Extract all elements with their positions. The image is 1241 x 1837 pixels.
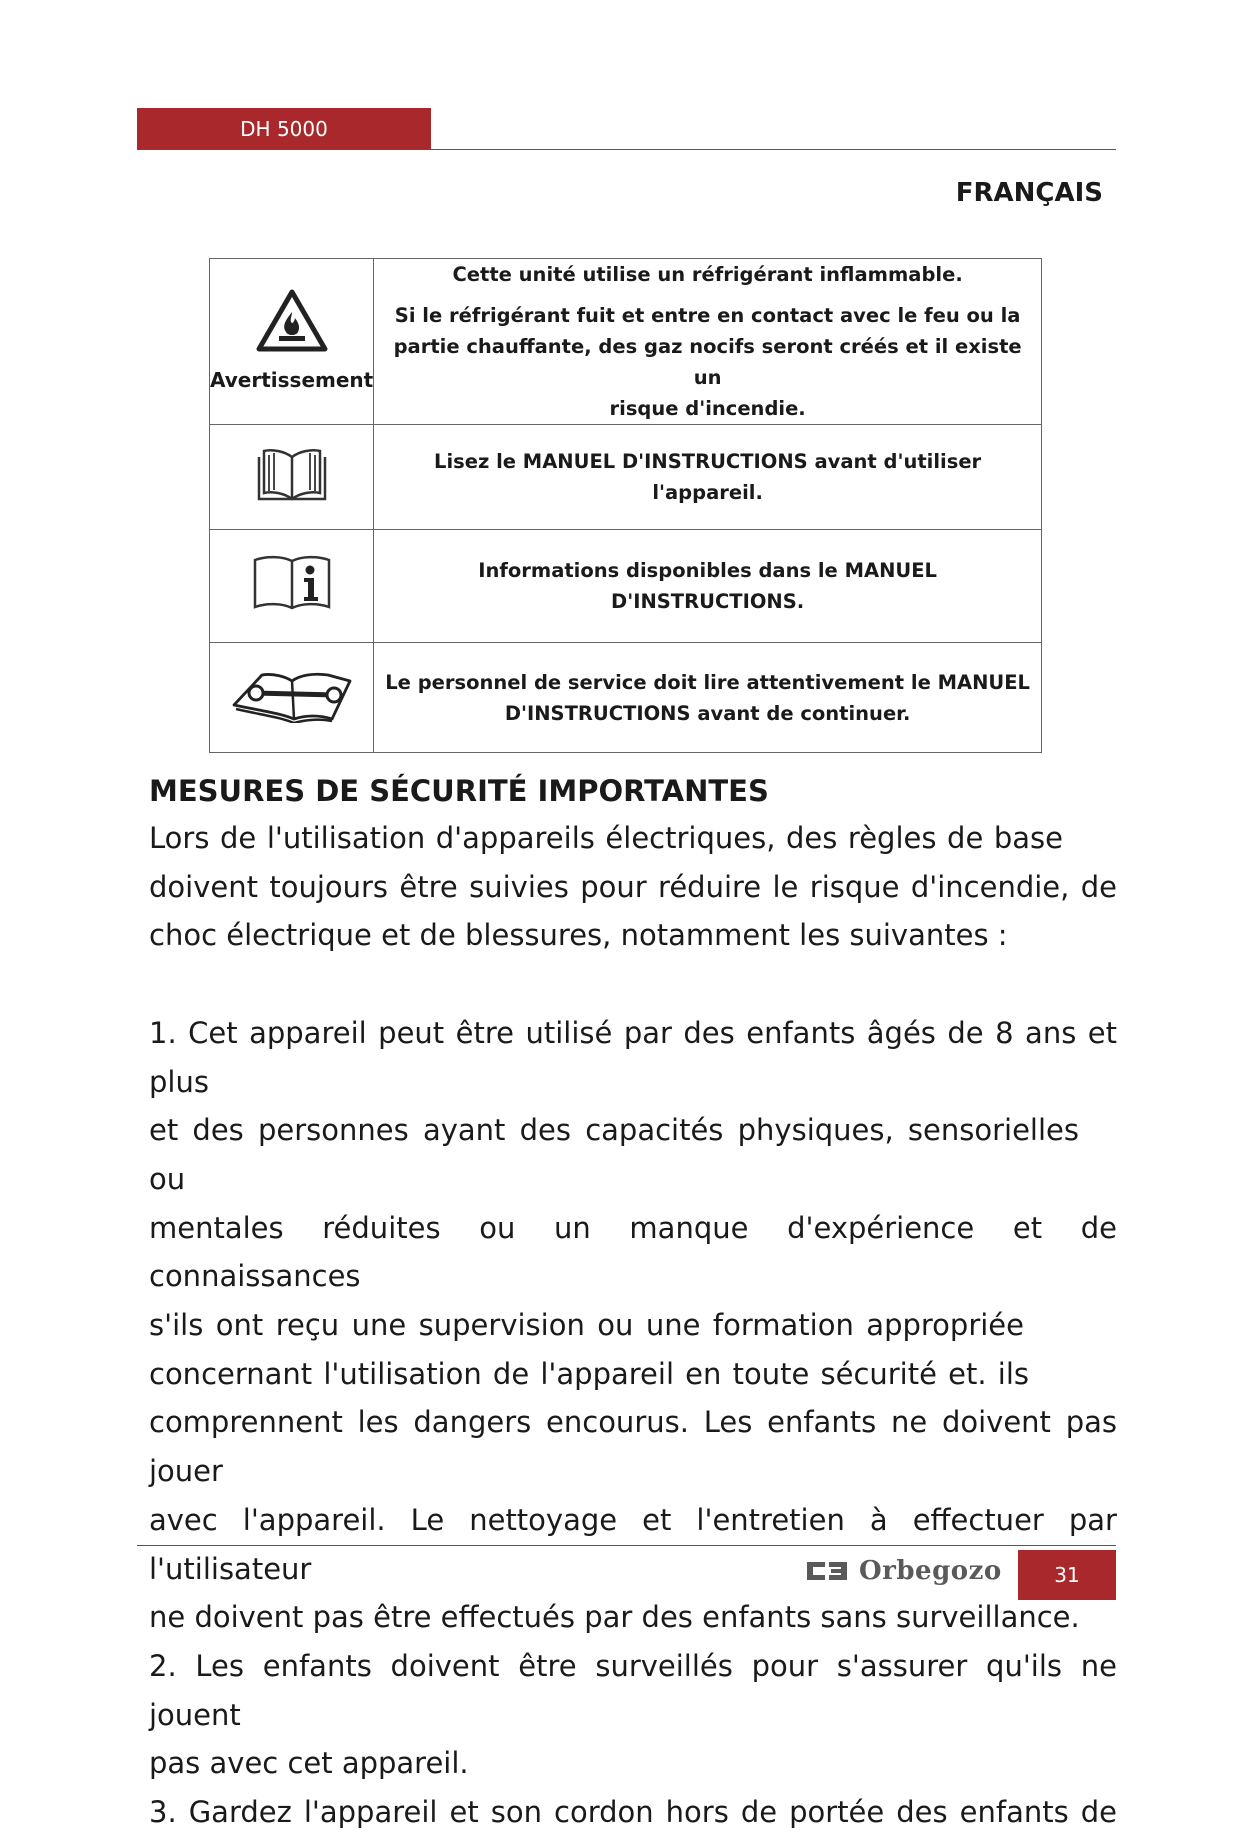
brand-mark-icon xyxy=(805,1559,849,1583)
table-row xyxy=(210,425,1042,530)
symbol-text xyxy=(374,530,1042,643)
page-number: 31 xyxy=(1018,1550,1116,1600)
safety-section xyxy=(149,768,1117,1837)
symbol-cell xyxy=(210,643,374,753)
safety-items xyxy=(149,1009,1117,1837)
text-line: avec l'appareil. Le nettoyage et l'entretien à effectuer par l'utilisateur xyxy=(149,1502,1117,1586)
table-row xyxy=(210,259,1042,425)
spacer xyxy=(149,960,1117,1009)
text-line: doivent toujours être suivies pour réduire le risque d'incendie, de xyxy=(149,869,1117,904)
footer-divider xyxy=(137,1545,1116,1546)
text-line: Le personnel de service doit lire attentivement le MANUEL xyxy=(385,670,1030,694)
text-line: risque d'incendie. xyxy=(609,397,806,420)
text-line: mentales réduites ou un manque d'expérience et de connaissances xyxy=(149,1210,1117,1294)
text-line: Cette unité utilise un réfrigérant inflammable. xyxy=(452,263,963,286)
text-line: comprennent les dangers encourus. Les enfants ne doivent pas jouer xyxy=(149,1405,1117,1489)
symbol-text xyxy=(374,643,1042,753)
text-line: s'ils ont reçu une supervision ou une formation appropriée xyxy=(149,1308,1024,1343)
language-label: FRANÇAIS xyxy=(955,178,1103,208)
text-line: ne doivent pas être effectués par des enfants sans surveillance. xyxy=(149,1600,1080,1635)
service-manual-icon xyxy=(228,663,356,723)
symbol-text xyxy=(374,425,1042,530)
symbol-cell xyxy=(210,259,374,425)
text-line: 3. Gardez l'appareil et son cordon hors de portée des enfants de xyxy=(149,1795,1117,1830)
text-line: pas avec cet appareil. xyxy=(149,1746,469,1781)
read-manual-icon xyxy=(256,443,328,503)
text-line: partie chauffante, des gaz nocifs seront créés et il existe un xyxy=(393,335,1022,389)
text-line: Si le réfrigérant fuit et entre en contact avec le feu ou la xyxy=(394,304,1021,327)
symbols-table xyxy=(209,258,1042,753)
text-line: concernant l'utilisation de l'appareil en toute sécurité et. ils xyxy=(149,1356,1029,1391)
model-tab: DH 5000 xyxy=(137,108,431,150)
flammable-warning-icon xyxy=(255,288,329,354)
text-line: 1. Cet appareil peut être utilisé par des enfants âgés de 8 ans et plus xyxy=(149,1015,1117,1099)
header-divider xyxy=(137,149,1116,150)
text-line: 2. Les enfants doivent être surveillés pour s'assurer qu'ils ne jouent xyxy=(149,1648,1117,1732)
text-line: Lors de l'utilisation d'appareils électriques, des règles de base xyxy=(149,821,1063,855)
brand-name: Orbegozo xyxy=(859,1556,1002,1586)
warning-label: Avertissement xyxy=(210,367,374,392)
text-line: Informations disponibles dans le MANUEL D'INSTRUCTIONS. xyxy=(478,559,937,613)
text-line: et des personnes ayant des capacités physiques, sensorielles ou xyxy=(149,1113,1079,1196)
manual-info-icon xyxy=(252,553,332,611)
text-line: D'INSTRUCTIONS avant de continuer. xyxy=(504,701,911,725)
brand-logo xyxy=(805,1556,1002,1586)
symbol-cell xyxy=(210,530,374,643)
text-line: Lisez le MANUEL D'INSTRUCTIONS avant d'utiliser l'appareil. xyxy=(434,450,982,504)
intro-paragraph xyxy=(149,814,1117,960)
symbol-cell xyxy=(210,425,374,530)
table-row xyxy=(210,530,1042,643)
section-title: MESURES DE SÉCURITÉ IMPORTANTES xyxy=(149,774,769,808)
text-line: choc électrique et de blessures, notamment les suivantes : xyxy=(149,918,1008,953)
table-row xyxy=(210,643,1042,753)
symbol-text xyxy=(374,259,1042,425)
